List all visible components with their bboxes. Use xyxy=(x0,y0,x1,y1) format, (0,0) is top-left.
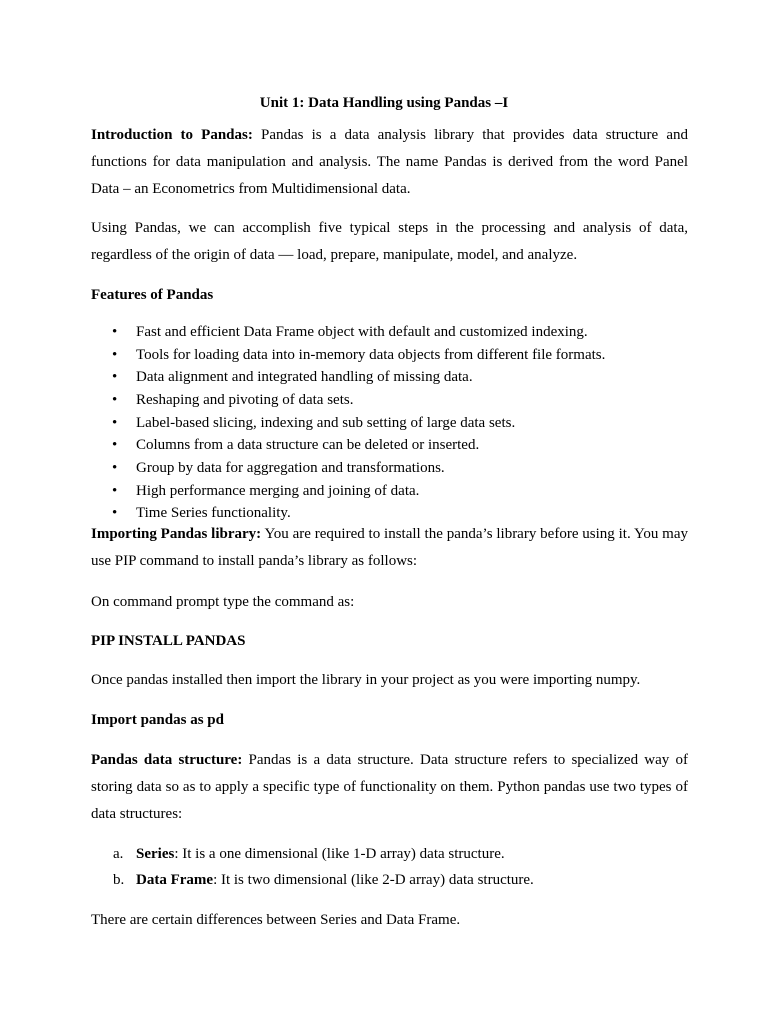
list-marker: b. xyxy=(113,872,125,888)
bullet-icon: • xyxy=(112,437,118,453)
steps-paragraph: Using Pandas, we can accomplish five typical steps in the processing and analysis of data, regardless of the origin of data — load, prepare, manipulate, model, and analyze. xyxy=(91,220,688,263)
bullet-icon: • xyxy=(112,392,118,408)
list-marker: a. xyxy=(113,846,124,862)
bullet-icon: • xyxy=(112,324,118,340)
command-prompt-text: On command prompt type the command as: xyxy=(91,594,355,610)
importing-paragraph xyxy=(91,521,688,575)
data-structure-heading: Pandas data structure: xyxy=(91,752,243,768)
bullet-icon: • xyxy=(112,415,118,431)
feature-item: • Label-based slicing, indexing and sub setting of large data sets. xyxy=(0,412,768,434)
differences-text: There are certain differences between Series and Data Frame. xyxy=(91,912,461,928)
bullet-icon: • xyxy=(112,369,118,385)
feature-item: • Columns from a data structure can be deleted or inserted. xyxy=(0,434,768,456)
bullet-icon: • xyxy=(112,505,118,521)
bullet-icon: • xyxy=(112,347,118,363)
intro-paragraph xyxy=(91,122,688,203)
feature-item: • High performance merging and joining of data. xyxy=(0,480,768,502)
structure-term: Series xyxy=(136,846,175,862)
feature-item: • Group by data for aggregation and transformations. xyxy=(0,457,768,479)
feature-item: • Time Series functionality. xyxy=(0,502,768,524)
importing-text: You are required to install the panda’s library before using it. You may use PIP command to install panda’s library as follows: xyxy=(91,526,688,569)
feature-item: • Reshaping and pivoting of data sets. xyxy=(0,389,768,411)
importing-heading: Importing Pandas library: xyxy=(91,526,262,542)
features-heading: Features of Pandas xyxy=(91,287,214,303)
structure-desc: : It is two dimensional (like 2-D array) data structure. xyxy=(213,872,534,888)
structure-desc: : It is a one dimensional (like 1-D array) data structure. xyxy=(174,846,505,862)
page-title: Unit 1: Data Handling using Pandas –I xyxy=(259,95,509,111)
bullet-icon: • xyxy=(112,483,118,499)
data-structure-text: Pandas is a data structure. Data structure refers to specialized way of storing data so as to apply a specific type of functionality on them. Python pandas use two types of data structures: xyxy=(91,752,688,822)
feature-item: • Tools for loading data into in-memory data objects from different file formats. xyxy=(0,344,768,366)
intro-heading: Introduction to Pandas: xyxy=(91,127,253,143)
structure-item xyxy=(0,843,768,865)
intro-text: Pandas is a data analysis library that provides data structure and functions for data manipulation and analysis. The name Pandas is derived from the word Panel Data – an Econometrics from Multidimensional data. xyxy=(91,127,689,197)
feature-item: • Fast and efficient Data Frame object with default and customized indexing. xyxy=(0,321,768,343)
data-structure-paragraph xyxy=(91,747,688,828)
structure-item xyxy=(0,869,768,891)
bullet-icon: • xyxy=(112,460,118,476)
once-installed-text: Once pandas installed then import the library in your project as you were importing numpy. xyxy=(91,672,641,688)
structure-term: Data Frame xyxy=(136,872,214,888)
feature-item: • Data alignment and integrated handling of missing data. xyxy=(0,366,768,388)
pip-command: PIP INSTALL PANDAS xyxy=(91,633,246,649)
import-statement: Import pandas as pd xyxy=(91,712,224,728)
